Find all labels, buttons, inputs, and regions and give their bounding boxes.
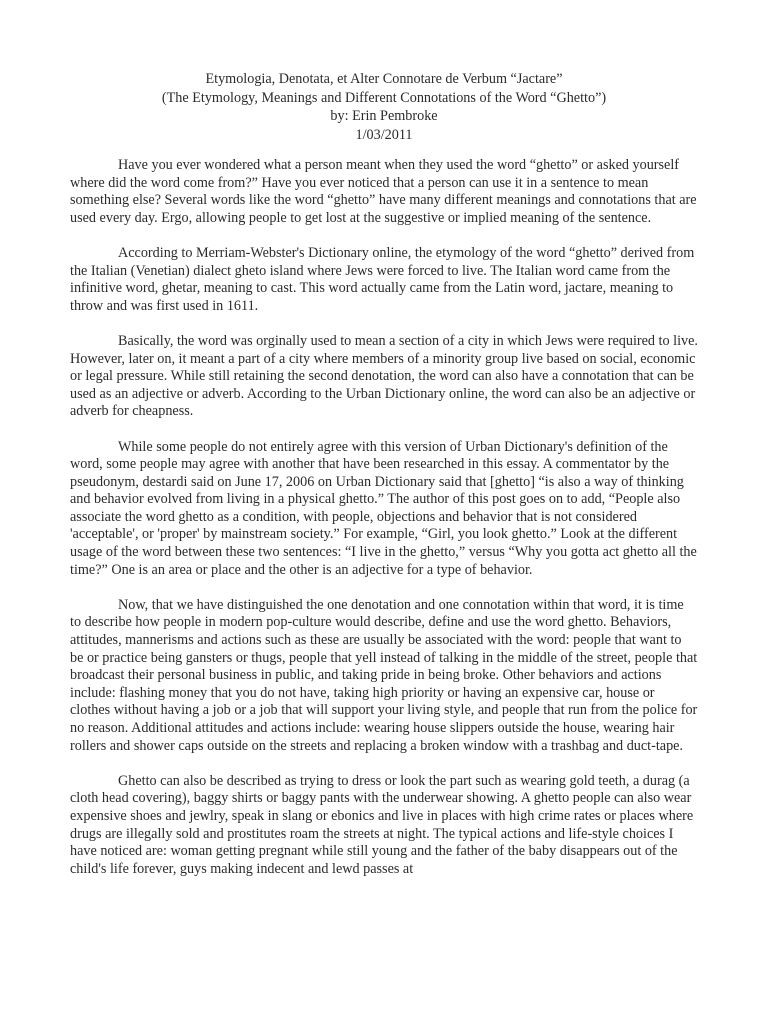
- paragraph-intro: Have you ever wondered what a person meant when they used the word “ghetto” or asked yourself where did the word come from?” Have you ever noticed that a person can use it in a sentence to mean something else? Several words like the word “ghetto” have many different meanings and connotations that are used every day. Ergo, allowing people to get lost at the suggestive or implied meaning of the sentence.: [70, 157, 697, 226]
- document-subtitle: (The Etymology, Meanings and Different Connotations of the Word “Ghetto”): [161, 89, 607, 106]
- paragraph-denotation: Basically, the word was orginally used to mean a section of a city in which Jews were required to live. However, later on, it meant a part of a city where members of a minority group live based on social, economic or legal pressure. While still retaining the second denotation, the word can also have a connotation that can be used as an adjective or adverb. According to the Urban Dictionary online, the word can also be an adjective or adverb for cheapness.: [70, 332, 698, 420]
- paragraph-etymology: According to Merriam-Webster's Dictionary online, the etymology of the word “ghetto” derived from the Italian (Venetian) dialect gheto island where Jews were forced to live. The Italian word came from the infinitive word, ghetar, meaning to cast. This word actually came from the Latin word, jactare, meaning to throw and was first used in 1611.: [70, 244, 695, 314]
- paragraph-appearance: Ghetto can also be described as trying to dress or look the part such as wearing gold teeth, a durag (a cloth head covering), baggy shirts or baggy pants with the underwear showing. A ghetto people can also wear expensive shoes and jewlry, speak in slang or ebonics and live in places with high crime rates or places where drugs are illegally sold and prostitutes roam the streets at night. The typical actions and life-style choices I have noticed are: woman getting pregnant while still young and the father of the baby disappears out of the child's life forever, guys making indecent and lewd passes at: [70, 772, 694, 877]
- paragraph-behaviors: Now, that we have distinguished the one denotation and one connotation within that word, it is time to describe how people in modern pop-culture would describe, define and use the word ghetto. Behaviors, attitudes, mannerisms and actions such as these are usually be associated with the word: people that want to be or practice being gansters or thugs, people that yell instead of talking in the middle of the street, people that broadcast their personal business in public, and taking pride in being broke. Other behaviors and actions include: flashing money that you do not have, taking high priority or having an expensive car, house or clothes without having a job or a job that will support your living style, and people that run from the police for no reason. Additional attitudes and actions include: wearing house slippers outside the house, wearing hair rollers and shower caps outside on the streets and replacing a broken window with a trashbag and duct-tape.: [70, 596, 698, 754]
- document-header: [0, 70, 768, 144]
- paragraph-urban-dictionary: While some people do not entirely agree with this version of Urban Dictionary's definition of the word, some people may agree with another that have been researched in this essay. A commentator by the pseudonym, destardi said on June 17, 2006 on Urban Dictionary said that [ghetto] “is also a way of thinking and behavior evolved from living in a physical ghetto.” The author of this post goes on to add, “People also associate the word ghetto as a condition, with people, objections and behavior that is not considered 'acceptable', or 'proper' by mainstream society.” For example, “Girl, you look ghetto.” Look at the different usage of the word between these two sentences: “I live in the ghetto,” versus “Why you gotta act ghetto all the time?” One is an area or place and the other is an adjective for a type of behavior.: [70, 438, 697, 578]
- document-body: [70, 157, 698, 896]
- document-title: Etymologia, Denotata, et Alter Connotare de Verbum “Jactare”: [205, 71, 563, 87]
- document-byline: by: Erin Pembroke: [330, 108, 438, 124]
- document-date: 1/03/2011: [355, 126, 413, 143]
